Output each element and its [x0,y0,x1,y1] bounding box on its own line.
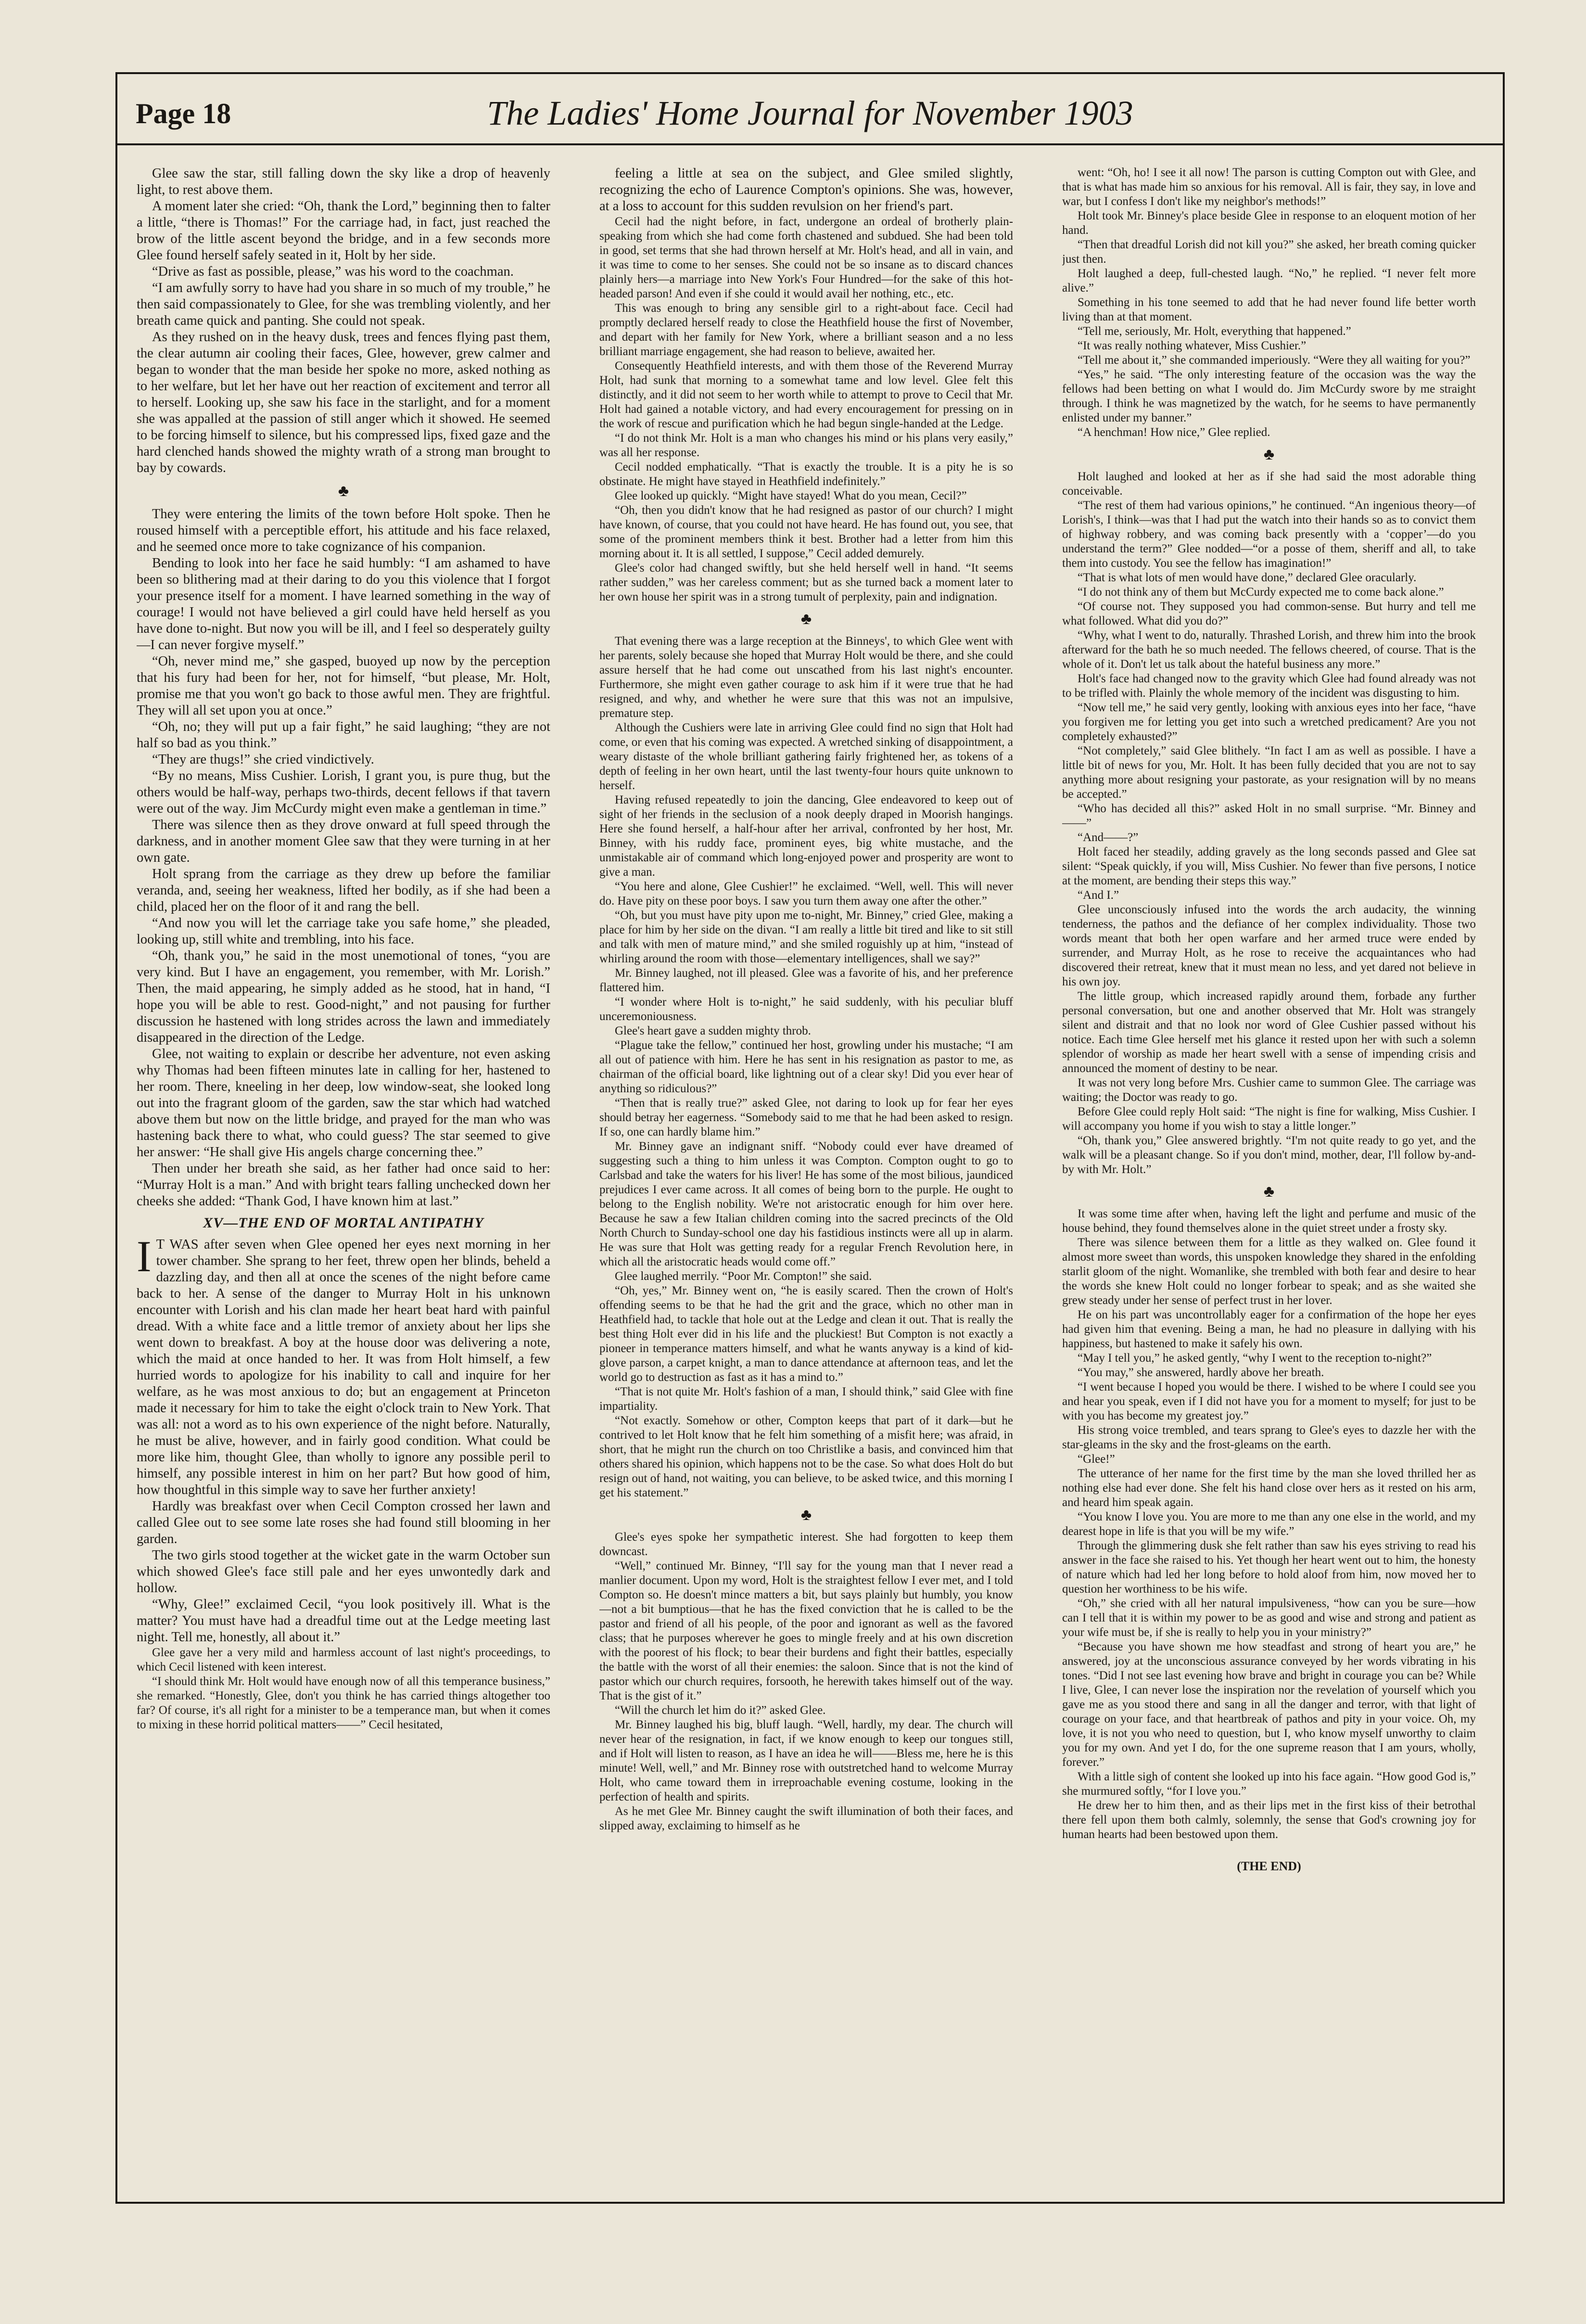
paragraph: “I do not think any of them but McCurdy expected me to come back alone.” [1078,586,1444,599]
paragraph: “You may,” she answered, hardly above her breath. [1078,1366,1324,1379]
paragraph: They were entering the limits of the town before Holt spoke. Then he roused himself with a perceptible effort, his attitude and his face relaxed, and he seemed once more to take cognizance of his companion. [137,507,550,554]
paragraph: Before Glee could reply Holt said: “The night is fine for walking, Miss Cushier. I will accompany you home if you wish to stay a little longer.” [1062,1105,1476,1133]
paragraph: As they rushed on in the heavy dusk, trees and fences flying past them, the clear autumn air cooling their faces, Glee, however, grew calmer and began to wonder that the man beside her spoke no more, asked nothing as to her welfare, but let her have out her reaction of excitement and terror all to herself. Looking up, she saw his face in the starlight, and for a moment she was appalled at the passion of still anger which it showed. He seemed to be forcing himself to silence, but his compressed lips, fixed gaze and the hard clenched hands showed the mighty wrath of a strong man brought to bay by cowards. [137,330,550,475]
paragraph: “I wonder where Holt is to-night,” he said suddenly, with his peculiar bluff unceremoniousness. [599,996,1013,1023]
paragraph: “Oh, never mind me,” she gasped, buoyed up now by the perception that his fury had been for her, not for himself, “but please, Mr. Holt, promise me that you won't go back to those awful men. They are frightful. They will all set upon you at once.” [137,654,550,718]
paragraph: “Not exactly. Somehow or other, Compton keeps that part of it dark—but he contrived to let Holt know that he felt him something of a misfit here; was afraid, in short, that he might run the church on too Christlike a basis, and convinced him that others shared his opinion, which happens not to be the case. So what does Holt do but resign out of hand, not waiting, you can believe, to be asked twice, and this morning I get his statement.” [599,1414,1013,1499]
paragraph: Mr. Binney laughed his big, bluff laugh. “Well, hardly, my dear. The church will never hear of the resignation, in fact, if we know enough to keep our tongues still, and if Holt will listen to reason, as I have an idea he will——Bless me, here he is this minute! Well, well,” and Mr. Binney rose with outstretched hand to welcome Murray Holt, who came toward them in irreproachable evening costume, looking in the perfection of health and spirits. [599,1718,1013,1803]
paragraph: “Why, Glee!” exclaimed Cecil, “you look positively ill. What is the matter? You must have had a dreadful time out at the Ledge meeting last night. Tell me, honestly, all about it.” [137,1597,550,1645]
paragraph: Through the glimmering dusk she felt rather than saw his eyes striving to read his answer in the face she raised to his. Yet though her heart went out to him, the honesty of nature which had led her long before to hold aloof from him, now moved her to question her worthiness to be his wife. [1062,1539,1476,1596]
paragraph: “I do not think Mr. Holt is a man who changes his mind or his plans very easily,” was all her response. [599,432,1013,459]
paragraph: “I went because I hoped you would be there. I wished to be where I could see you and hear you speak, even if I did not have you for a moment to myself; for just to be with you has become my greatest joy.” [1062,1380,1476,1422]
paragraph: “By no means, Miss Cushier. Lorish, I grant you, is pure thug, but the others would be half-way, perhaps two-thirds, decent fellows if that tavern were out of the way. Jim McCurdy might even make a gentleman in time.” [137,768,550,816]
paragraph: As he met Glee Mr. Binney caught the swift illumination of both their faces, and slipped away, exclaiming to himself as he [599,1805,1013,1832]
paragraph: Holt faced her steadily, adding gravely as the long seconds passed and Glee sat silent: “Speak quickly, if you will, Miss Cushier. No fewer than five persons, I notice at the moment, are bending their steps this way.” [1062,845,1476,887]
drop-cap-paragraph [137,1232,550,1498]
paragraph: Bending to look into her face he said humbly: “I am ashamed to have been so blithering mad at their daring to do you this violence that I forgot your presence itself for a moment. I have learned something in the way of courage! I would not have believed a girl could have held herself as you have done to-night. But now you will be ill, and I feel so desperately guilty—I can never forgive myself.” [137,556,550,652]
paragraph: The little group, which increased rapidly around them, forbade any further personal conversation, but one and another observed that Mr. Holt was strangely silent and distrait and that no look nor word of Glee Cushier passed without his notice. Each time Glee herself met his glance it rested upon her with such a solemn splendor of worship as made her heart swell with a sense of impending crisis and announced the moment of destiny to be near. [1062,990,1476,1075]
paragraph: Something in his tone seemed to add that he had never found life better worth living than at that moment. [1062,296,1476,323]
paragraph: “Glee!” [1078,1453,1115,1466]
paragraph: Mr. Binney laughed, not ill pleased. Glee was a favorite of his, and her preference flattered him. [599,967,1013,994]
paragraph: “Will the church let him do it?” asked Glee. [615,1704,826,1717]
page-header [117,74,1503,145]
ornament-icon: ♣ [800,1506,812,1524]
paragraph: Glee, not waiting to explain or describe her adventure, not even asking why Thomas had been fifteen minutes late in calling for her, hastened to her room. There, kneeling in her deep, low window-seat, she looked long out into the fragrant gloom of the garden, saw the star which had watched above them but now on the little bridge, and prayed for the man who was hastening back there to what, who could guess? The star seemed to give her answer: “He shall give His angels charge concerning thee.” [137,1047,550,1160]
paragraph: He drew her to him then, and as their lips met in the first kiss of their betrothal there fell upon them both calmly, solemnly, the sense that God's crowning joy for human hearts had been bestowed upon them. [1062,1799,1476,1841]
section-heading: XV—THE END OF MORTAL ANTIPATHY [203,1215,484,1231]
paragraph: The two girls stood together at the wicket gate in the warm October sun which showed Glee's face still pale and her eyes unwontedly dark and hollow. [137,1548,550,1596]
paragraph: “Because you have shown me how steadfast and strong of heart you are,” he answered, joy at the unconscious assurance conveyed by her words vibrating in his tones. “Did I not see last evening how brave and bright in courage you can be? While I live, Glee, I can never lose the inspiration nor the revelation of yourself which you gave me as you stood there and sang in all the danger and terror, with that light of courage on your face, and that heartbreak of pathos and pity in your voice. Oh, my love, it is not you who need to question, but I, who know myself unworthy to claim you for my own. And yet I do, for the one supreme reason that I am yours, wholly, forever.” [1062,1640,1476,1769]
paragraph: This was enough to bring any sensible girl to a right-about face. Cecil had promptly declared herself ready to close the Heathfield house the first of November, and depart with her family for New York, where a brilliant season and a no less brilliant marriage engagement, she had reason to believe, awaited her. [599,302,1013,358]
paragraph: “The rest of them had various opinions,” he continued. “An ingenious theory—of Lorish's, I think—was that I had put the watch into their hands so as to convict them of highway robbery, and was coming back presently with a ‘copper’—do you understand the term?” Glee nodded—“or a posse of them, sheriff and all, to take them into custody. You see the fellow has imagination!” [1062,499,1476,570]
paragraph: “Oh, but you must have pity upon me to-night, Mr. Binney,” cried Glee, making a place for him by her side on the divan. “I am really a little bit tired and like to sit still and talk with men of mature mind,” and she smiled roguishly up at him, “instead of whirling around the room with those—elementary intelligences, shall we say?” [599,909,1013,965]
paragraph: Holt laughed a deep, full-chested laugh. “No,” he replied. “I never felt more alive.” [1062,267,1476,294]
paragraph: “Then that dreadful Lorish did not kill you?” she asked, her breath coming quicker just then. [1062,238,1476,266]
paragraph: Holt took Mr. Binney's place beside Glee in response to an eloquent motion of her hand. [1062,209,1476,237]
paragraph: “Yes,” he said. “The only interesting feature of the occasion was the way the fellows had been betting on what I would do. Jim McCurdy swore by me straight through. I think he was magnetized by the watch, for he seems to have permanently enlisted under my banner.” [1062,368,1476,424]
paragraph: Although the Cushiers were late in arriving Glee could find no sign that Holt had come, or even that his coming was expected. A wretched sinking of disappointment, a weary distaste of the whole brilliant gathering fairly frightened her, as tokens of a depth of feeling in her own heart, until the last twenty-four hours quite unknown to herself. [599,721,1013,792]
paragraph: “Of course not. They supposed you had common-sense. But hurry and tell me what followed. What did you do?” [1062,600,1476,627]
paragraph: A moment later she cried: “Oh, thank the Lord,” beginning then to falter a little, “there is Thomas!” For the carriage had, in fact, just reached the brow of the little ascent beyond the bridge, and in a few seconds more Glee found herself safely seated in it, Holt by her side. [137,199,550,263]
paragraph: “Who has decided all this?” asked Holt in no small surprise. “Mr. Binney and——” [1062,802,1476,830]
paragraph: “And——?” [1078,831,1139,844]
paragraph: went: “Oh, ho! I see it all now! The parson is cutting Compton out with Glee, and that is what has made him so anxious for his removal. All is fair, they say, in love and war, but I confess I don't like my neighbor's methods!” [1062,166,1476,208]
paragraph: “Oh, thank you,” Glee answered brightly. “I'm not quite ready to go yet, and the walk will be a pleasant change. So if you don't mind, mother, dear, I'll follow by-and-by with Mr. Holt.” [1062,1134,1476,1176]
paragraph: “Tell me about it,” she commanded imperiously. “Were they all waiting for you?” [1078,354,1471,367]
paragraph: “Drive as fast as possible, please,” was his word to the coachman. [152,264,514,279]
paragraph: Glee laughed merrily. “Poor Mr. Compton!” she said. [615,1270,872,1283]
column-3 [1062,166,1476,2187]
paragraph: Mr. Binney gave an indignant sniff. “Nobody could ever have dreamed of suggesting such a thing to him unless it was Compton. Compton ought to go to Carlsbad and take the waters for his liver! He has some of the most bilious, jaundiced prejudices I ever came across. It all comes of being born to the purple. He ought to belong to the English nobility. We're not aristocratic enough for him over here. Because he saw a few Italian children coming into the sacred precincts of the Old North Church to Sunday-school one day his fastidious instincts were all up in alarm. He was sure that Holt was getting ready for a regular French Revolution here, in which all the aristocratic heads would come off.” [599,1140,1013,1268]
end-mark: (THE END) [1237,1859,1301,1873]
paragraph: “That is what lots of men would have done,” declared Glee oracularly. [1078,571,1417,584]
paragraph: “They are thugs!” she cried vindictively. [152,752,374,767]
ornament-icon: ♣ [1263,446,1275,463]
paragraph: Holt's face had changed now to the gravity which Glee had found already was not to be trifled with. Plainly the whole memory of the incident was disgusting to him. [1062,672,1476,700]
paragraph: “Well,” continued Mr. Binney, “I'll say for the young man that I never read a manlier document. Upon my word, Holt is the straightest fellow I ever met, and I told Compton so. He doesn't mince matters a bit, but says plainly but humbly, you know—not a bit bumptious—that he has the fixed conviction that he is called to be the pastor and friend of all his people, of the poor and ignorant as well as the favored class; that he purposes wherever he goes to mingle freely and at his own discretion with the poorest of his flock; to bear their burdens and fight their battles, especially the battle with the worst of all their enemies: the saloon. Since that is not the kind of pastor which our church requires, forsooth, he herewith takes himself out of the way. That is the gist of it.” [599,1559,1013,1702]
paragraph: It was some time after when, having left the light and perfume and music of the house behind, they found themselves alone in the quiet street under a frosty sky. [1062,1207,1476,1235]
column-1 [137,166,550,2187]
paragraph: Glee looked up quickly. “Might have stayed! What do you mean, Cecil?” [615,489,967,502]
paragraph: Holt sprang from the carriage as they drew up before the familiar veranda, and, seeing her weakness, lifted her bodily, as if she had been a child, placed her on the floor of it and rang the bell. [137,867,550,914]
paragraph: “Plague take the fellow,” continued her host, growling under his mustache; “I am all out of patience with him. Here he has sent in his resignation as pastor to me, as chairman of the official board, like lightning out of a clear sky! Did you ever hear of anything so ridiculous?” [599,1039,1013,1095]
paragraph: Hardly was breakfast over when Cecil Compton crossed her lawn and called Glee out to see some late roses she had found still blooming in her garden. [137,1499,550,1546]
paragraph: Cecil had the night before, in fact, undergone an ordeal of brotherly plain-speaking from which she had come forth chastened and subdued. She had been told in good, set terms that she had thrown herself at Mr. Holt's head, and all in vain, and it was time to come to her senses. She could not be so insane as to discard chances plainly hers—a marriage into New York's Four Hundred—for the sake of this hot-headed parson! And even if she could it would avail her nothing, etc., etc. [599,215,1013,300]
paragraph: “I should think Mr. Holt would have enough now of all this temperance business,” she remarked. “Honestly, Glee, don't you think he has carried things altogether too far? Of course, it's all right for a minister to be a temperance man, but when it comes to mixing in these horrid political matters——” Cecil hesitated, [137,1675,550,1731]
ornament-icon: ♣ [1263,1183,1275,1200]
paragraph: “You know I love you. You are more to me than any one else in the world, and my dearest hope in life is that you will be my wife.” [1062,1510,1476,1538]
paragraph: “Then that is really true?” asked Glee, not daring to look up for fear her eyes should betray her eagerness. “Somebody said to me that he had been asked to resign. If so, one can hardly blame him.” [599,1097,1013,1138]
paragraph: “A henchman! How nice,” Glee replied. [1078,426,1270,439]
paragraph: Glee's heart gave a sudden mighty throb. [615,1024,811,1037]
paragraph: Glee's eyes spoke her sympathetic interest. She had forgotten to keep them downcast. [599,1531,1013,1558]
paragraph: “Not completely,” said Glee blithely. “In fact I am as well as possible. I have a little bit of news for you, Mr. Holt. It has been fully decided that you are not to say anything more about resigning your pastorate, as your resignation will by no means be accepted.” [1062,744,1476,801]
paragraph: “Why, what I went to do, naturally. Thrashed Lorish, and threw him into the brook afterward for the bath he so much needed. The fellows cheered, of course. That is the whole of it. Don't let us talk about the hateful business any more.” [1062,629,1476,671]
ornament-icon: ♣ [800,610,812,628]
paragraph: “I am awfully sorry to have had you share in so much of my trouble,” he then said compassionately to Glee, for she was trembling violently, and her breath came quick and panting. She could not speak. [137,281,550,328]
paragraph: It was not very long before Mrs. Cushier came to summon Glee. The carriage was waiting; the Doctor was ready to go. [1062,1076,1476,1104]
paragraph: “And I.” [1078,889,1119,902]
paragraph: Glee unconsciously infused into the words the arch audacity, the winning tenderness, the pathos and the defiance of her complex individuality. Those two words meant that both her open warfare and her armed truce were ended by surrender, and Murray Holt, as he rose to receive the acquaintances who had discovered their retreat, knew that it must mean no less, and yet dared not believe in his own joy. [1062,903,1476,988]
paragraph: He on his part was uncontrollably eager for a confirmation of the hope her eyes had given him that evening. Being a man, he had no pleasure in dallying with his happiness, but hastened to make it safely his own. [1062,1308,1476,1350]
paragraph: feeling a little at sea on the subject, and Glee smiled slightly, recognizing the echo of Laurence Compton's opinions. She was, however, at a loss to account for this sudden revulsion on her friend's part. [599,166,1013,214]
paragraph: Cecil nodded emphatically. “That is exactly the trouble. It is a pity he is so obstinate. He might have stayed in Heathfield indefinitely.” [599,460,1013,488]
paragraph: Then under her breath she said, as her father had once said to her: “Murray Holt is a man.” And with bright tears falling unchecked down her cheeks she added: “Thank God, I have known him at last.” [137,1161,550,1209]
page-frame [115,72,1505,2204]
paragraph: “Oh, then you didn't know that he had resigned as pastor of our church? I might have known, of course, that you could not have heard. He has found out, you see, that some of the prominent members think it best. Brother had a letter from him this morning about it. It is all settled, I suppose,” Cecil added demurely. [599,504,1013,560]
paragraph: “Now tell me,” he said very gently, looking with anxious eyes into her face, “have you forgiven me for letting you get into such a wretched predicament? Are you not completely exhausted?” [1062,701,1476,743]
page-number: Page 18 [136,98,231,129]
paragraph: There was silence between them for a little as they walked on. Glee found it almost more sweet than words, this unspoken knowledge they shared in the enfolding starlit gloom of the night. Womanlike, she trembled with both fear and desire to hear the words she knew Holt could no longer forbear to speak; and as she waited she grew steady under her sense of perfect trust in her lover. [1062,1236,1476,1307]
paragraph: There was silence then as they drove onward at full speed through the darkness, and in another moment Glee saw that they were turning in at her own gate. [137,817,550,865]
paragraph: “Oh, no; they will put up a fair fight,” he said laughing; “they are not half so bad as you think.” [137,719,550,751]
paragraph: “Oh,” she cried with all her natural impulsiveness, “how can you be sure—how can I tell that it is within my power to be as good and wise and strong and patient as your wife must be, if she is really to help you in your ministry?” [1062,1597,1476,1639]
drop-cap-paragraph-text: T WAS after seven when Glee opened her eyes next morning in her tower chamber. She sprang to her feet, threw open her blinds, beheld a dazzling day, and then all at once the scenes of the night before came back to her. A sense of the danger to Murray Holt in his unknown encounter with Lorish and his clan made her heart beat hard with painful dread. With a white face and a little tremor of anxiety about her lips she went down to breakfast. A boy at the house door was delivering a note, which the maid at once handed to her. It was from Holt himself, a few hurried words to apologize for his inability to call and inquire for her welfare, as he was most anxious to do; but an engagement at Princeton made it necessary for him to take the eight o'clock train to New York. That was all: not a word as to his own experience of the night before. Naturally, he must be alive, however, and in fairly good condition. What could be more like him, thought Glee, than wholly to ignore any possible peril to himself, any possible interest in him on her part? But how good of him, how thoughtful in this simple way to save her further anxiety! [137,1237,550,1497]
paragraph: The utterance of her name for the first time by the man she loved thrilled her as nothing else had ever done. She felt his hand close over hers as it rested on his arm, and heard him speak again. [1062,1467,1476,1509]
paragraph: Having refused repeatedly to join the dancing, Glee endeavored to keep out of sight of her friends in the seclusion of a nook deeply draped in Moorish hangings. Here she found herself, a half-hour after her arrival, confronted by her host, Mr. Binney, with his ruddy face, prominent eyes, big white mustache, and the unmistakable air of command which long-enjoyed power and prosperity are wont to give a man. [599,793,1013,879]
paragraph: Consequently Heathfield interests, and with them those of the Reverend Murray Holt, had sunk that morning to a somewhat tame and low level. Glee felt this distinctly, and it did not seem to her worth while to attempt to prove to Cecil that Mr. Holt had gained a notable victory, and had every encouragement for pressing on in the work of rescue and purification which he had begun single-handed at the Ledge. [599,359,1013,430]
paragraph: “Oh, yes,” Mr. Binney went on, “he is easily scared. Then the crown of Holt's offending seems to be that he had the grit and the grace, which no other man in Heathfield had, to tackle that hole out at the Ledge and clean it out. That is really the best thing Holt ever did in his life and the pluckiest! But Compton is not exactly a pioneer in temperance matters himself, and what he wants anyway is a kind of kid-glove parson, a carpet knight, a man to dance attendance at afternoon teas, and let the world go to destruction as fast as it has a mind to.” [599,1284,1013,1384]
paragraph: Glee saw the star, still falling down the sky like a drop of heavenly light, to rest above them. [137,166,550,197]
paragraph: Glee gave her a very mild and harmless account of last night's proceedings, to which Cecil listened with keen interest. [137,1646,550,1673]
paragraph: With a little sigh of content she looked up into his face again. “How good God is,” she murmured softly, “for I love you.” [1062,1770,1476,1798]
article-body [117,166,1503,2187]
paragraph: “It was really nothing whatever, Miss Cushier.” [1078,339,1307,352]
paragraph: “You here and alone, Glee Cushier!” he exclaimed. “Well, well. This will never do. Have pity on these poor boys. I saw you turn them away one after the other.” [599,880,1013,907]
drop-cap: I [137,1232,152,1281]
masthead-title: The Ladies' Home Journal for November 1903 [487,94,1133,132]
paragraph: Glee's color had changed swiftly, but she held herself well in hand. “It seems rather sudden,” was her careless comment; but as she turned back a moment later to her own house her spirit was in a strong tumult of perplexity, pain and indignation. [599,562,1013,603]
paragraph: “May I tell you,” he asked gently, “why I went to the reception to-night?” [1078,1352,1432,1365]
paragraph: “That is not quite Mr. Holt's fashion of a man, I should think,” said Glee with fine impartiality. [599,1385,1013,1413]
column-2 [599,166,1013,2187]
ornament-icon: ♣ [338,482,349,500]
paragraph: “Oh, thank you,” he said in the most unemotional of tones, “you are very kind. But I have an engagement, you remember, with Mr. Lorish.” Then, the maid appearing, he simply added as he stood, hat in hand, “I hope you will be able to rest. Good-night,” and not pausing for further discussion he hastened with long strides across the lawn and immediately disappeared in the direction of the Ledge. [137,948,550,1045]
paragraph: “And now you will let the carriage take you safe home,” she pleaded, looking up, still white and trembling, into his face. [137,916,550,947]
paragraph: Holt laughed and looked at her as if she had said the most adorable thing conceivable. [1062,470,1476,498]
paragraph: His strong voice trembled, and tears sprang to Glee's eyes to dazzle her with the star-gleams in the sky and the frost-gleams on the earth. [1062,1424,1476,1451]
paragraph: “Tell me, seriously, Mr. Holt, everything that happened.” [1078,325,1351,338]
paragraph: That evening there was a large reception at the Binneys', to which Glee went with her parents, solely because she hoped that Murray Holt would be there, and she could assure herself that he had come out unscathed from his last night's encounter. Furthermore, she might even gather courage to ask him if it were true that he had resigned, and why, and whether he were sure that this was not an impulsive, premature step. [599,635,1013,720]
